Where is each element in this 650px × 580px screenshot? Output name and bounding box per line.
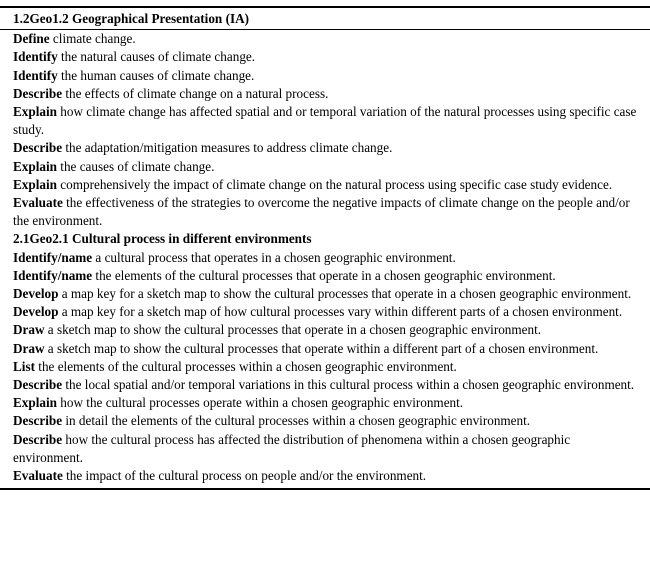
objective-verb: Describe — [13, 85, 63, 101]
objective-text: the local spatial and/or temporal variations in this cultural process within a chosen geographic environment. — [62, 377, 635, 393]
objective-text: the adaptation/mitigation measures to address climate change. — [62, 140, 393, 156]
objective-verb: Draw — [13, 340, 45, 356]
objective-text: the elements of the cultural processes that operate in a chosen geographic environment. — [92, 267, 556, 283]
objective-item — [13, 48, 642, 66]
objective-text: a sketch map to show the cultural processes that operate within a different part of a chosen environment. — [44, 340, 599, 356]
objective-text: the effectiveness of the strategies to overcome the negative impacts of climate change on the people and/or the environment. — [13, 195, 630, 229]
objective-text: comprehensively the impact of climate change on the natural process using specific case study evidence. — [56, 176, 613, 192]
objective-text: the human causes of climate change. — [57, 67, 255, 83]
objective-item — [13, 139, 642, 157]
objective-text: a cultural process that operates in a chosen geographic environment. — [92, 249, 456, 265]
objective-item — [13, 340, 642, 358]
objective-verb: Evaluate — [13, 468, 63, 484]
objective-verb: Identify/name — [13, 267, 93, 283]
objective-text: climate change. — [49, 31, 136, 47]
objective-item — [13, 285, 642, 303]
objective-text: the effects of climate change on a natural process. — [62, 85, 329, 101]
objective-text: a sketch map to show the cultural processes that operate in a chosen geographic environment. — [44, 322, 542, 338]
objective-verb: Explain — [13, 176, 57, 192]
objective-verb: Describe — [13, 140, 63, 156]
objectives-table — [0, 6, 650, 490]
objective-item — [13, 412, 642, 430]
objective-item — [13, 67, 642, 85]
objective-text: a map key for a sketch map of how cultural processes vary within different parts of a chosen environment. — [58, 304, 623, 320]
objective-item — [13, 194, 642, 230]
objective-verb: Evaluate — [13, 195, 63, 211]
objective-text: how the cultural process has affected the distribution of phenomena within a chosen geographic environment. — [13, 431, 571, 465]
section-title: 1.2Geo1.2 Geographical Presentation (IA) — [0, 9, 650, 30]
objective-text: the elements of the cultural processes within a chosen geographic environment. — [34, 358, 457, 374]
objective-item — [13, 158, 642, 176]
sections-container — [13, 9, 642, 485]
objective-verb: Describe — [13, 413, 63, 429]
objective-verb: Describe — [13, 377, 63, 393]
objective-text: how climate change has affected spatial and or temporal variation of the natural processes using specific case study. — [13, 104, 637, 138]
objective-verb: Identify — [13, 67, 58, 83]
objective-verb: Identify — [13, 49, 58, 65]
objective-text: the causes of climate change. — [56, 158, 215, 174]
objective-verb: Define — [13, 31, 50, 47]
objective-verb: Draw — [13, 322, 45, 338]
objective-item — [13, 249, 642, 267]
objective-verb: Develop — [13, 304, 59, 320]
objective-verb: Explain — [13, 395, 57, 411]
objective-item — [13, 267, 642, 285]
objective-item — [13, 358, 642, 376]
objective-text: the natural causes of climate change. — [57, 49, 256, 65]
objective-item — [13, 85, 642, 103]
objective-item — [13, 176, 642, 194]
objective-item — [13, 103, 642, 139]
objective-item — [13, 30, 642, 48]
section-title: 2.1Geo2.1 Cultural process in different environments — [13, 231, 312, 247]
objective-text: the impact of the cultural process on people and/or the environment. — [62, 468, 427, 484]
objective-text: a map key for a sketch map to show the cultural processes that operate in a chosen geographic environment. — [58, 286, 632, 302]
objective-text: in detail the elements of the cultural processes within a chosen geographic environment. — [62, 413, 531, 429]
objective-item — [13, 303, 642, 321]
objective-text: how the cultural processes operate within a chosen geographic environment. — [56, 395, 464, 411]
objective-verb: Describe — [13, 431, 63, 447]
objective-item — [13, 394, 642, 412]
objective-item — [13, 376, 642, 394]
objective-verb: Develop — [13, 286, 59, 302]
objective-item — [13, 431, 642, 467]
objective-item — [13, 321, 642, 339]
objective-verb: Identify/name — [13, 249, 93, 265]
objective-item — [13, 467, 642, 485]
objective-verb: List — [13, 358, 35, 374]
objective-verb: Explain — [13, 104, 57, 120]
objective-verb: Explain — [13, 158, 57, 174]
